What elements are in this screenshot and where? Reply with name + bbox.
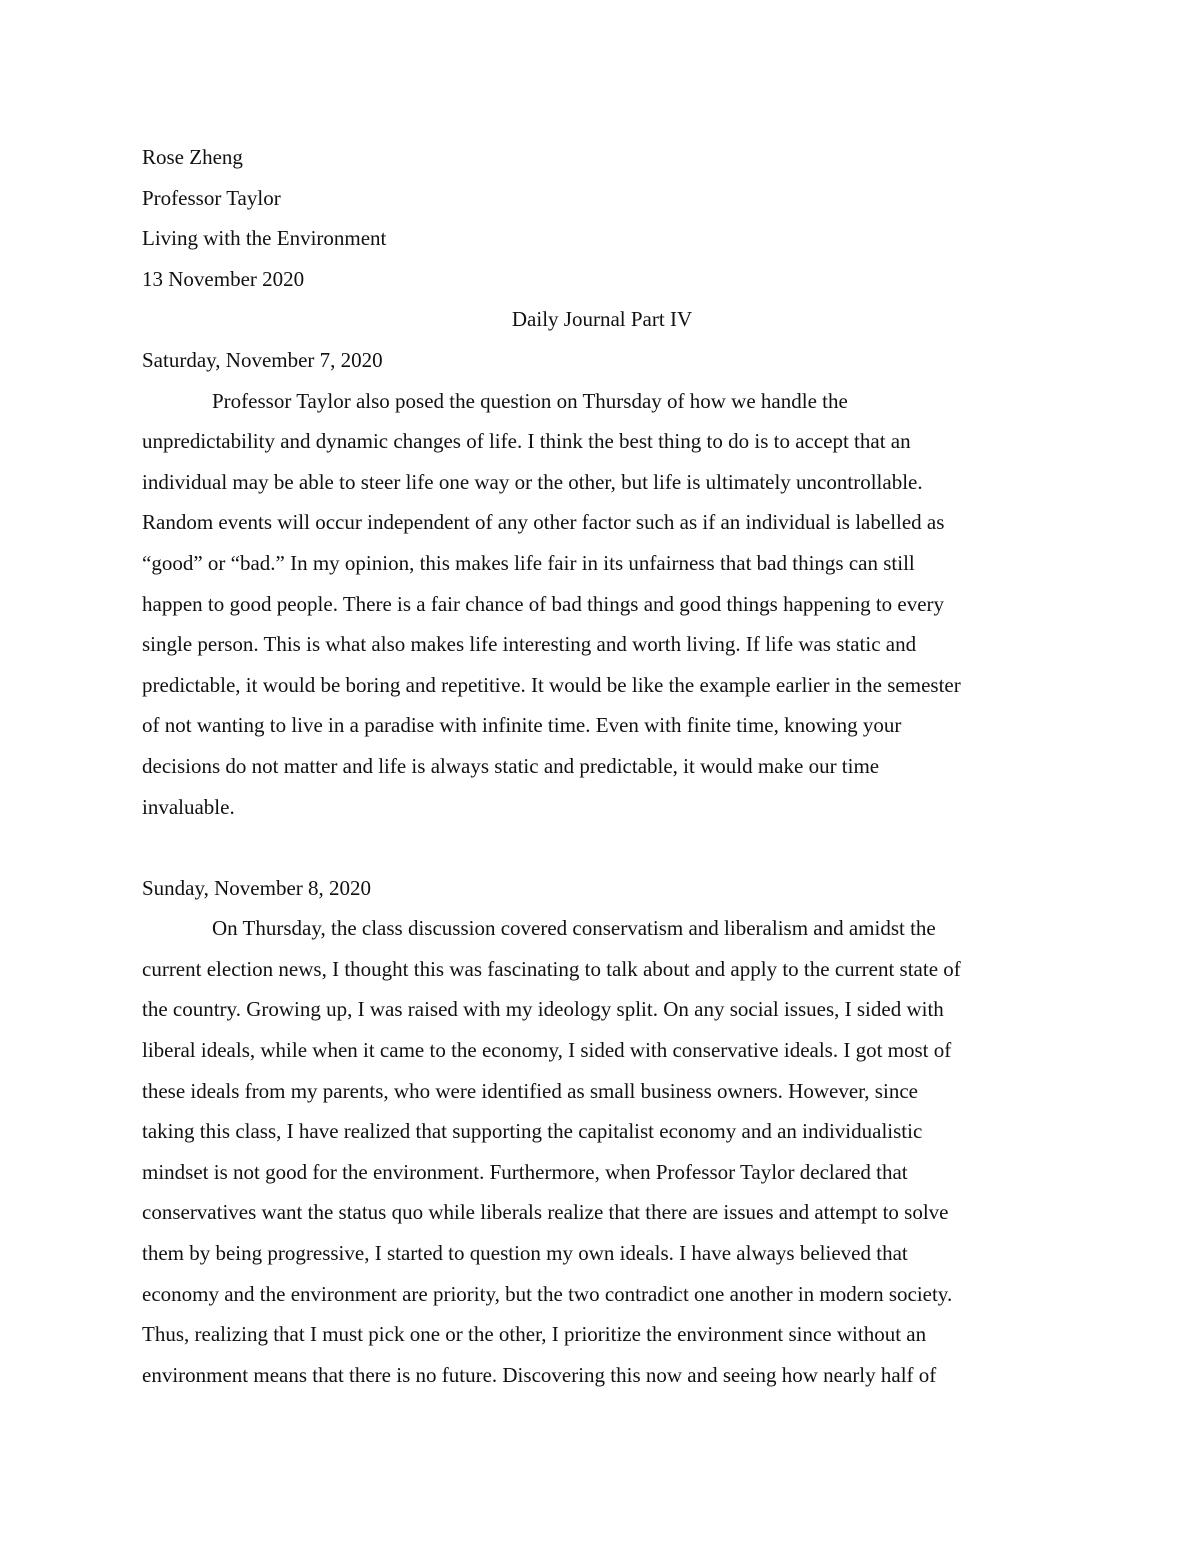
course-name: Living with the Environment: [142, 226, 387, 251]
entry-date: Saturday, November 7, 2020: [142, 347, 383, 372]
paragraph-line: individual may be able to steer life one way or the other, but life is ultimately uncontrollable.: [142, 469, 923, 494]
entry-paragraph: [142, 908, 1062, 1395]
paragraph-line: mindset is not good for the environment. Furthermore, when Professor Taylor declared that: [142, 1159, 908, 1184]
document-title: Daily Journal Part IV: [511, 307, 693, 332]
paragraph-line: them by being progressive, I started to question my own ideals. I have always believed that: [142, 1241, 908, 1266]
entry-paragraph: [142, 381, 1062, 828]
instructor-name: Professor Taylor: [142, 185, 281, 210]
paragraph-line: single person. This is what also makes life interesting and worth living. If life was static and: [142, 632, 917, 657]
entry-spacer: [142, 827, 1062, 868]
paragraph-line: the country. Growing up, I was raised with my ideology split. On any social issues, I sided with: [142, 997, 944, 1022]
paragraph-line: invaluable.: [142, 794, 235, 819]
paragraph-line: happen to good people. There is a fair chance of bad things and good things happening to every: [142, 591, 945, 616]
paragraph-line: “good” or “bad.” In my opinion, this makes life fair in its unfairness that bad things can still: [142, 550, 915, 575]
paragraph-line: environment means that there is no future. Discovering this now and seeing how nearly half of: [142, 1362, 937, 1387]
paragraph-line: of not wanting to live in a paradise with infinite time. Even with finite time, knowing your: [142, 713, 902, 738]
paragraph-line: On Thursday, the class discussion covered conservatism and liberalism and amidst the: [212, 916, 936, 941]
paragraph-line: taking this class, I have realized that supporting the capitalist economy and an individualistic: [142, 1119, 923, 1144]
author-name: Rose Zheng: [142, 145, 243, 169]
entry-date: Sunday, November 8, 2020: [142, 875, 372, 900]
paragraph-line: these ideals from my parents, who were identified as small business owners. However, since: [142, 1078, 918, 1103]
paragraph-line: current election news, I thought this was fascinating to talk about and apply to the current state of: [142, 956, 961, 981]
paragraph-line: Professor Taylor also posed the question on Thursday of how we handle the: [212, 388, 848, 413]
paragraph-line: unpredictability and dynamic changes of life. I think the best thing to do is to accept that an: [142, 429, 911, 454]
paragraph-line: predictable, it would be boring and repetitive. It would be like the example earlier in the semester: [142, 672, 961, 697]
paragraph-line: Thus, realizing that I must pick one or the other, I prioritize the environment since without an: [142, 1322, 927, 1347]
paragraph-line: Random events will occur independent of any other factor such as if an individual is labelled as: [142, 510, 945, 535]
paragraph-line: economy and the environment are priority, but the two contradict one another in modern society.: [142, 1281, 953, 1306]
document-body: [142, 137, 1062, 1395]
paragraph-line: decisions do not matter and life is always static and predictable, it would make our time: [142, 753, 880, 778]
paragraph-line: conservatives want the status quo while liberals realize that there are issues and attempt to solve: [142, 1200, 949, 1225]
document-date: 13 November 2020: [142, 266, 305, 291]
paragraph-line: liberal ideals, while when it came to the economy, I sided with conservative ideals. I got most of: [142, 1038, 952, 1063]
